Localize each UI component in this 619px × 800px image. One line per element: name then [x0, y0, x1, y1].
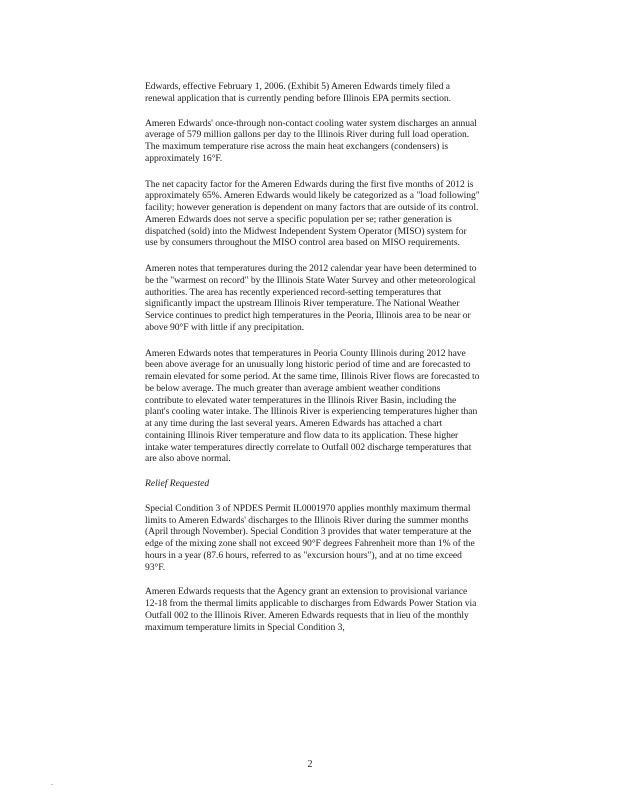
paragraph-cooling-water: Ameren Edwards' once-through non-contact cooling water system discharges an annual average of 579 million gallons per day to the Illinois River during full load operation. The maximum temperature rise across the main heat exchangers (condensers) is approximately 16°F. — [145, 117, 477, 164]
page-number: 2 — [307, 759, 313, 770]
document-body — [145, 81, 480, 646]
paragraph-peoria-temperatures: Ameren Edwards notes that temperatures in Peoria County Illinois during 2012 have been above average for an unusually long historic period of time and are forecasted to remain elevated for some period. At the same time, Illinois River flows are forecasted to be below average. The much greater than average ambient weather conditions contribute to elevated water temperatures in the Illinois River Basin, including the plant's cooling water intake. The Illinois River is experiencing temperatures higher than at any time during the last several years. Ameren Edwards has attached a chart containing Illinois River temperature and flow data to its application. These higher intake water temperatures directly correlate to Outfall 002 discharge temperatures that are also above normal. — [145, 347, 480, 465]
paragraph-warmest-on-record: Ameren notes that temperatures during the 2012 calendar year have been determined to be the "warmest on record" by the Illinois State Water Survey and other meteorological authorities. The area has recently experienced record-setting temperatures that significantly impact the upstream Illinois River temperature. The National Weather Service continues to predict high temperatures in the Peoria, Illinois area to be near or above 90°F with little if any precipitation. — [145, 263, 477, 333]
paragraph-capacity-factor: The net capacity factor for the Ameren Edwards during the first five months of 2012 is approximately 65%. Ameren Edwards would likely be categorized as a "load following" facility; however generation is dependent on many factors that are outside of its control. Ameren Edwards does not serve a specific population per se; rather generation is dispatched (sold) into the Midwest Independent System Operator (MISO) system for use by consumers throughout the MISO control area based on MISO requirements. — [145, 178, 480, 249]
paragraph-variance-request: Ameren Edwards requests that the Agency grant an extension to provisional variance 12-18 from the thermal limits applicable to discharges from Edwards Power Station via Outfall 002 to the Illinois River. Ameren Edwards requests that in lieu of the monthly maximum temperature limits in Special Condition 3, — [145, 586, 477, 633]
section-heading-relief-requested: Relief Requested — [145, 478, 210, 489]
paragraph-special-condition: Special Condition 3 of NPDES Permit IL0001970 applies monthly maximum thermal limits to Ameren Edwards' discharges to the Illinois River during the summer months (April through November). Special Condition 3 provides that water temperature at the edge of the mixing zone shall not exceed 90°F degrees Fahrenheit more than 1% of the hours in a year (87.6 hours, referred to as "excursion hours"), and at no time exceed 93°F. — [145, 502, 475, 573]
paragraph-permit-renewal: Edwards, effective February 1, 2006. (Exhibit 5) Ameren Edwards timely filed a renewal application that is currently pending before Illinois EPA permits section. — [145, 81, 451, 104]
margin-mark: . — [51, 778, 53, 787]
